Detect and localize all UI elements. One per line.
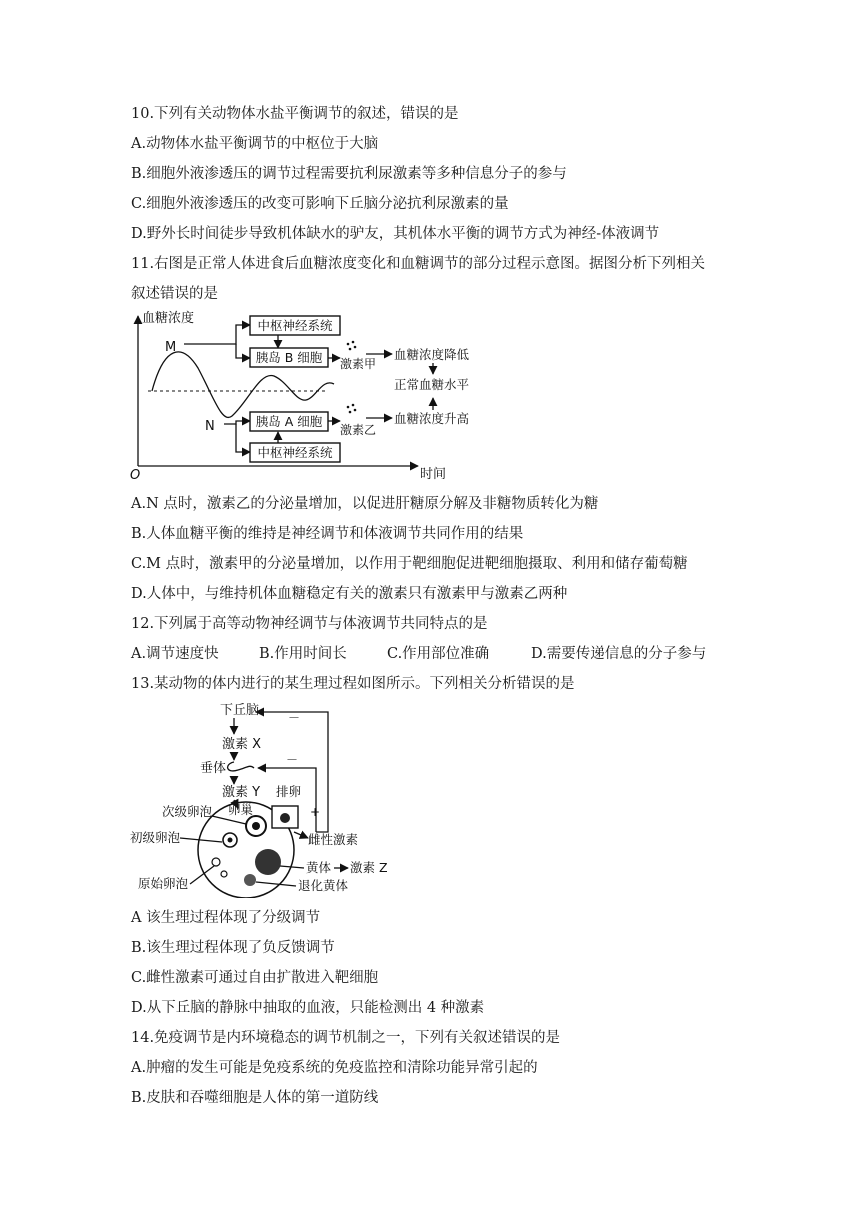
q11-stem-line2: 叙述错误的是	[131, 286, 218, 302]
q14-option-b: B.皮肤和吞噬细胞是人体的第一道防线	[131, 1090, 379, 1106]
blood-glucose-diagram	[128, 306, 500, 484]
q12-option-b: B.作用时间长	[259, 646, 347, 662]
hormone-y-label: 激素 Y	[222, 785, 261, 800]
estrogen-label: 雌性激素	[308, 832, 359, 847]
normal-level-label: 正常血糖水平	[394, 377, 470, 392]
degenerated-corpus-luteum-label: 退化黄体	[298, 878, 349, 893]
hormone-x-label: 激素 X	[222, 737, 262, 752]
hormone-b-dots	[347, 404, 357, 414]
degenerated-corpus-luteum-shape	[244, 874, 256, 886]
cns-bottom-label: 中枢神经系统	[257, 445, 333, 460]
q11-option-d: D.人体中，与维持机体血糖稳定有关的激素只有激素甲与激素乙两种	[131, 586, 568, 602]
q14-stem: 14.免疫调节是内环境稳态的调节机制之一，下列有关叙述错误的是	[131, 1030, 561, 1046]
pituitary-label: 垂体	[200, 761, 227, 776]
primary-follicle-label: 初级卵泡	[130, 830, 181, 845]
hormone-z-label: 激素 Z	[350, 860, 388, 875]
q11-stem-line1: 11.右图是正常人体进食后血糖浓度变化和血糖调节的部分过程示意图。据图分析下列相关	[131, 256, 706, 272]
x-axis-label: 时间	[420, 467, 447, 482]
q11-option-a: A.N 点时，激素乙的分泌量增加，以促进肝糖原分解及非糖物质转化为糖	[131, 496, 599, 512]
q12-option-d: D.需要传递信息的分子参与	[531, 646, 707, 662]
q12-stem: 12.下列属于高等动物神经调节与体液调节共同特点的是	[131, 616, 488, 632]
origin-label: O	[130, 468, 141, 483]
hormone-b-label: 激素乙	[340, 423, 377, 437]
secondary-follicle-label: 次级卵泡	[162, 804, 213, 819]
q11-option-b: B.人体血糖平衡的维持是神经调节和体液调节共同作用的结果	[131, 526, 524, 542]
q10-option-d: D.野外长时间徒步导致机体缺水的驴友，其机体水平衡的调节方式为神经-体液调节	[131, 226, 660, 242]
q13-option-b: B.该生理过程体现了负反馈调节	[131, 940, 335, 956]
feedback-minus-1: －	[288, 711, 301, 725]
q13-stem: 13.某动物的体内进行的某生理过程如图所示。下列相关分析错误的是	[131, 676, 575, 692]
cns-top-label: 中枢神经系统	[257, 318, 333, 333]
increase-label: 血糖浓度升高	[394, 411, 470, 426]
hypothalamus-label: 下丘脑	[220, 703, 260, 718]
q11-option-c: C.M 点时，激素甲的分泌量增加，以作用于靶细胞促进靶细胞摄取、利用和储存葡萄糖	[131, 556, 688, 572]
decrease-label: 血糖浓度降低	[394, 347, 470, 362]
q12-option-a: A.调节速度快	[131, 646, 219, 662]
primordial-follicle-label: 原始卵泡	[138, 876, 189, 891]
q13-option-a: A 该生理过程体现了分级调节	[131, 910, 321, 926]
q12-option-c: C.作用部位准确	[387, 646, 490, 662]
corpus-luteum-label: 黄体	[306, 860, 332, 875]
beta-cell-label: 胰岛 B 细胞	[255, 350, 323, 365]
ovary-regulation-diagram	[128, 698, 398, 898]
alpha-cell-label: 胰岛 A 细胞	[255, 414, 323, 429]
hormone-a-label: 激素甲	[340, 357, 377, 371]
q10-stem: 10.下列有关动物体水盐平衡调节的叙述，错误的是	[131, 106, 459, 122]
q10-option-c: C.细胞外液渗透压的改变可影响下丘脑分泌抗利尿激素的量	[131, 196, 509, 212]
hormone-a-dots	[347, 341, 357, 351]
q10-option-a: A.动物体水盐平衡调节的中枢位于大脑	[131, 136, 379, 152]
ovary-label: 卵巢	[228, 802, 254, 817]
q14-option-a: A.肿瘤的发生可能是免疫系统的免疫监控和清除功能异常引起的	[131, 1060, 538, 1076]
point-m-label: M	[165, 340, 177, 355]
point-n-label: N	[205, 419, 215, 434]
pituitary-shape	[228, 762, 254, 771]
feedback-minus-2: －	[286, 753, 299, 767]
q10-option-b: B.细胞外液渗透压的调节过程需要抗利尿激素等多种信息分子的参与	[131, 166, 567, 182]
plus-sign: +	[310, 805, 321, 819]
ovulation-label: 排卵	[276, 784, 302, 799]
y-axis-label: 血糖浓度	[142, 311, 195, 326]
corpus-luteum-shape	[255, 849, 281, 875]
q13-option-c: C.雌性激素可通过自由扩散进入靶细胞	[131, 970, 379, 986]
q13-option-d: D.从下丘脑的静脉中抽取的血液，只能检测出 4 种激素	[131, 1000, 485, 1016]
